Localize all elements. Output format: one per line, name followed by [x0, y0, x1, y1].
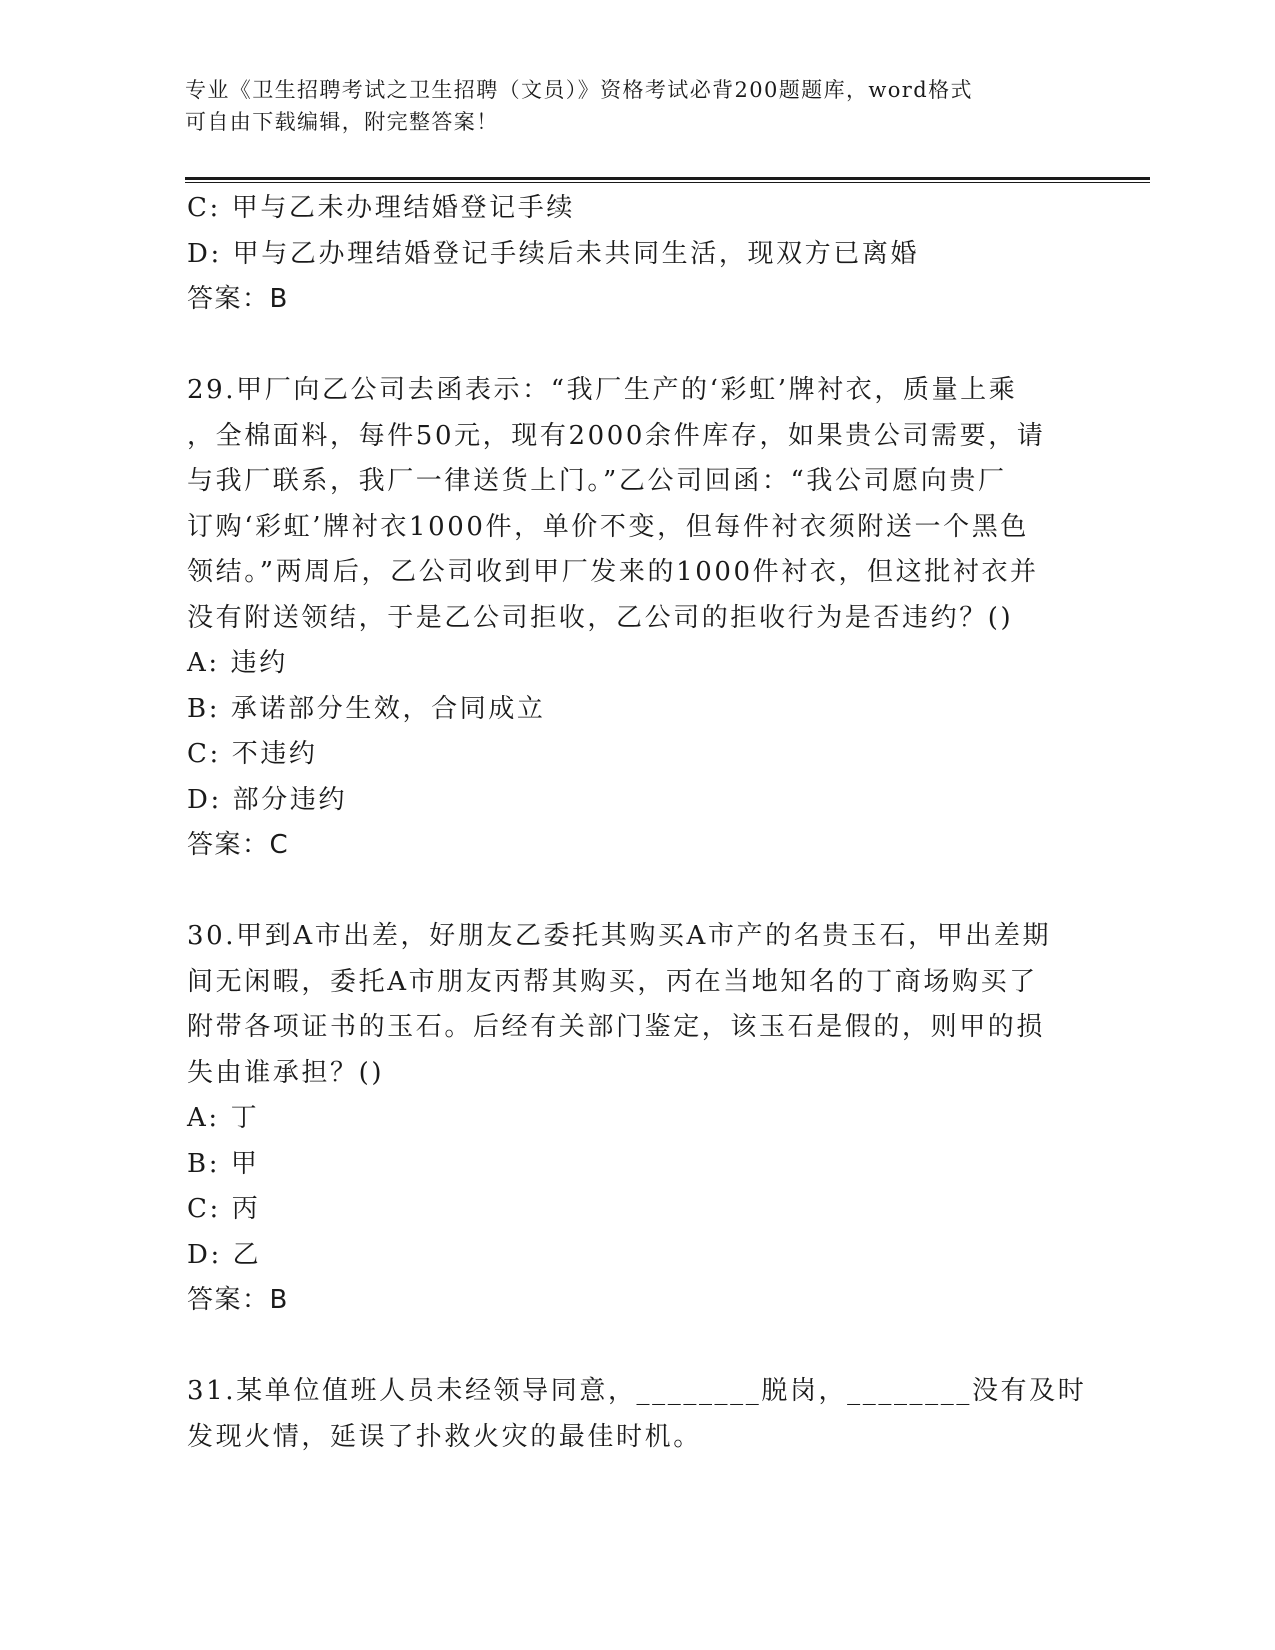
- q28-option-d: D: 甲与乙办理结婚登记手续后未共同生活，现双方已离婚: [187, 238, 920, 269]
- q30-stem-line: 失由谁承担？(): [187, 1057, 385, 1088]
- header-divider-thin: [185, 182, 1150, 183]
- question-content: [187, 186, 1087, 1460]
- q29-stem-line: 领结。”两周后，乙公司收到甲厂发来的1000件衬衣，但这批衬衣并: [187, 557, 1039, 587]
- q29-stem-line: 与我厂联系，我厂一律送货上门。”乙公司回函：“我公司愿向贵厂: [187, 466, 1007, 496]
- q31-stem-line: 发现火情，延误了扑救火灾的最佳时机。: [187, 1421, 702, 1452]
- q30-option-d: D: 乙: [187, 1239, 262, 1270]
- spacer: [187, 1324, 1087, 1370]
- q29-option-a: A: 违约: [187, 648, 288, 678]
- q30-stem-line: 30.甲到A市出差，好朋友乙委托其购买A市产的名贵玉石，甲出差期: [187, 921, 1052, 951]
- header-title-line-2: 可自由下载编辑，附完整答案！: [185, 110, 499, 134]
- q30-stem-line: 间无闲暇，委托A市朋友丙帮其购买，丙在当地知名的丁商场购买了: [187, 966, 1038, 997]
- question-31: [187, 1369, 1087, 1460]
- header-title-line-1: 专业《卫生招聘考试之卫生招聘（文员）》资格考试必背200题题库，word格式: [185, 78, 973, 102]
- q29-answer: 答案：C: [187, 830, 290, 860]
- spacer: [187, 323, 1087, 369]
- q30-option-a: A: 丁: [187, 1103, 260, 1133]
- spacer: [187, 869, 1087, 915]
- q30-answer: 答案：B: [187, 1285, 289, 1315]
- header-divider-thick: [185, 177, 1150, 180]
- question-30: [187, 914, 1087, 1324]
- q30-stem-line: 附带各项证书的玉石。后经有关部门鉴定，该玉石是假的，则甲的损: [187, 1012, 1046, 1042]
- q29-option-d: D: 部分违约: [187, 784, 348, 815]
- q28-answer: 答案：B: [187, 284, 289, 314]
- q29-option-b: B: 承诺部分生效，合同成立: [187, 693, 546, 724]
- q29-stem-line: ，全棉面料，每件50元，现有2000余件库存，如果贵公司需要，请: [187, 420, 1046, 451]
- q29-stem-line: 订购‘彩虹’牌衬衣1000件，单价不变，但每件衬衣须附送一个黑色: [187, 511, 1029, 542]
- q30-option-b: B: 甲: [187, 1148, 260, 1179]
- q28-option-c: C: 甲与乙未办理结婚登记手续: [187, 193, 575, 223]
- document-header: [185, 74, 1065, 138]
- q29-stem-line: 没有附送领结，于是乙公司拒收，乙公司的拒收行为是否违约？(): [187, 602, 1014, 633]
- q29-option-c: C: 不违约: [187, 739, 318, 769]
- question-29: [187, 368, 1087, 869]
- q31-stem-line: 31.某单位值班人员未经领导同意，________脱岗，________没有及时: [187, 1376, 1087, 1406]
- question-28-tail: [187, 186, 1087, 323]
- q29-stem-line: 29.甲厂向乙公司去函表示：“我厂生产的‘彩虹’牌衬衣，质量上乘: [187, 375, 1018, 405]
- q30-option-c: C: 丙: [187, 1194, 261, 1224]
